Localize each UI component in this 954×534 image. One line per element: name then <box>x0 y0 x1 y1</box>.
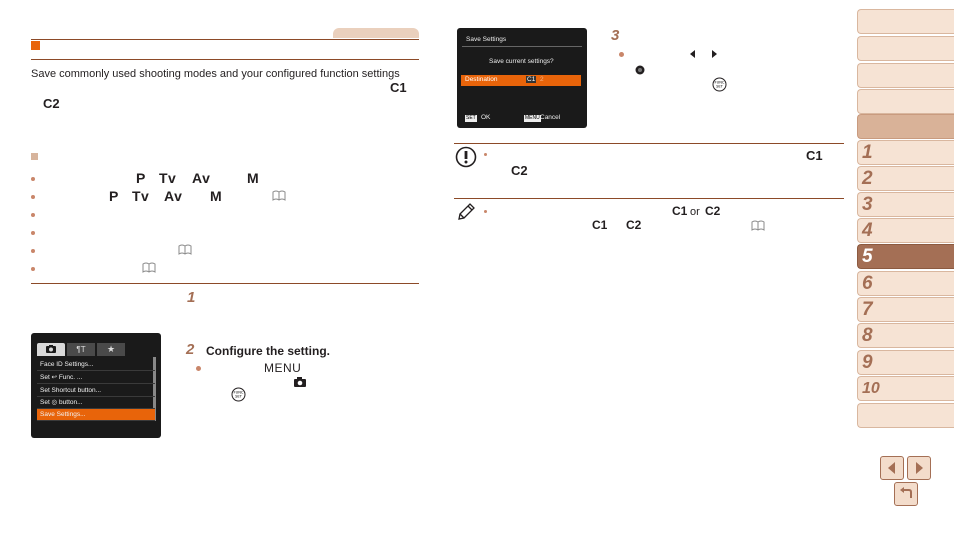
menu-key-label: MENU <box>264 361 302 375</box>
caution-c1-icon: C1 <box>806 148 823 163</box>
side-tab-5[interactable]: 5 <box>857 244 954 269</box>
return-arrow-icon <box>895 483 917 505</box>
bullet-2 <box>31 195 35 199</box>
book-ref-icon <box>272 190 286 201</box>
intro-text: Save commonly used shooting modes and your configured function settings <box>31 68 400 80</box>
mode-av-2: Av <box>164 188 183 204</box>
bullet-6 <box>31 267 35 271</box>
side-tab-3[interactable]: 3 <box>857 192 954 217</box>
destination-c2[interactable]: 2 <box>540 76 544 83</box>
menu-item-face-id[interactable]: Face ID Settings... <box>37 359 155 371</box>
step-2-bullet <box>196 366 201 371</box>
c1-mode-icon: C1 <box>390 80 407 95</box>
right-arrow-icon <box>711 50 717 58</box>
menu-item-set-button[interactable]: Set ◎ button... <box>37 397 155 409</box>
svg-text:SET: SET <box>235 394 242 399</box>
menu-tab-star: ★ <box>97 343 125 356</box>
memo-or-text: or <box>690 206 700 218</box>
func-set-button-icon <box>712 77 727 92</box>
func-set-button-icon <box>231 387 246 402</box>
side-tab-10[interactable]: 10 <box>857 376 954 401</box>
destination-c1[interactable]: C1 <box>527 76 536 83</box>
side-tab-4[interactable]: 4 <box>857 218 954 243</box>
memo-c2b-icon: C2 <box>626 218 642 232</box>
side-tab-2[interactable]: 2 <box>857 166 954 191</box>
mode-p-2: P <box>109 188 119 204</box>
prev-page-button[interactable] <box>880 456 904 480</box>
save-screen-rule <box>462 46 582 47</box>
mode-p-1: P <box>136 170 146 186</box>
svg-text:FUNC: FUNC <box>233 390 244 395</box>
mode-tv-2: Tv <box>132 188 150 204</box>
header-tab <box>333 28 419 38</box>
cancel-label: Cancel <box>540 114 561 121</box>
memo-c1-icon: C1 <box>672 204 688 218</box>
save-settings-screenshot <box>457 28 587 128</box>
side-tab-basic-guide[interactable] <box>857 63 954 88</box>
mode-tv-1: Tv <box>159 170 177 186</box>
side-tab-8[interactable]: 8 <box>857 323 954 348</box>
caution-top-rule <box>454 143 844 144</box>
section-title-bar <box>31 39 419 60</box>
caution-bullet <box>484 153 487 156</box>
control-dial-icon <box>635 65 645 75</box>
step-2-number: 2 <box>186 341 195 358</box>
bullet-1 <box>31 177 35 181</box>
menu-tab-tools: ¶T <box>67 343 95 356</box>
memo-bullet <box>484 210 487 213</box>
camera-tab-icon <box>293 376 307 387</box>
save-screen-title: Save Settings <box>466 36 507 43</box>
return-button[interactable] <box>894 482 918 506</box>
bullet-4 <box>31 231 35 235</box>
section-marker <box>31 41 40 50</box>
book-ref-icon <box>142 262 156 273</box>
menu-item-save-settings[interactable]: Save Settings... <box>37 409 155 421</box>
step-3-number: 3 <box>611 27 620 44</box>
destination-label: Destination <box>465 76 498 83</box>
c2-mode-icon: C2 <box>43 96 60 111</box>
save-screen-question: Save current settings? <box>489 58 554 65</box>
side-tab-6[interactable]: 6 <box>857 271 954 296</box>
bullet-5 <box>31 249 35 253</box>
menu-item-set-func[interactable]: Set ↩ Func. ... <box>37 372 155 384</box>
set-key-badge: SET <box>466 115 476 121</box>
caution-c2-icon: C2 <box>511 163 528 178</box>
mode-m-2: M <box>210 188 223 204</box>
book-ref-icon <box>751 220 765 231</box>
memo-c2-icon: C2 <box>705 204 721 218</box>
next-page-button[interactable] <box>907 456 931 480</box>
side-tab-contents[interactable] <box>857 36 954 61</box>
pencil-memo-icon <box>456 202 476 222</box>
step-3-bullet <box>619 52 624 57</box>
side-tab-chapter-header[interactable] <box>857 114 954 139</box>
step-1-number: 1 <box>187 289 196 306</box>
left-arrow-icon <box>690 50 696 58</box>
mode-av-1: Av <box>192 170 211 186</box>
book-ref-icon <box>178 244 192 255</box>
step-divider <box>31 283 419 284</box>
left-triangle-icon <box>881 457 903 479</box>
memo-c1b-icon: C1 <box>592 218 608 232</box>
svg-text:FUNC: FUNC <box>714 80 725 85</box>
side-tab-1[interactable]: 1 <box>857 140 954 165</box>
svg-text:SET: SET <box>716 84 723 89</box>
side-tab-9[interactable]: 9 <box>857 350 954 375</box>
menu-key-badge: MENU <box>525 115 540 121</box>
menu-item-shortcut[interactable]: Set Shortcut button... <box>37 385 155 397</box>
side-tab-7[interactable]: 7 <box>857 297 954 322</box>
memo-top-rule <box>454 198 844 199</box>
step-2-title: Configure the setting. <box>206 344 330 358</box>
ok-label: OK <box>481 114 491 121</box>
side-tab-cover[interactable] <box>857 9 954 34</box>
mode-m-1: M <box>247 170 260 186</box>
camera-icon <box>37 343 65 356</box>
caution-icon <box>455 146 477 168</box>
subsection-marker <box>31 153 38 160</box>
side-tab-advanced-guide[interactable] <box>857 89 954 114</box>
bullet-3 <box>31 213 35 217</box>
side-tab-index[interactable] <box>857 403 954 428</box>
right-triangle-icon <box>908 457 930 479</box>
menu-tab-camera <box>37 343 65 356</box>
